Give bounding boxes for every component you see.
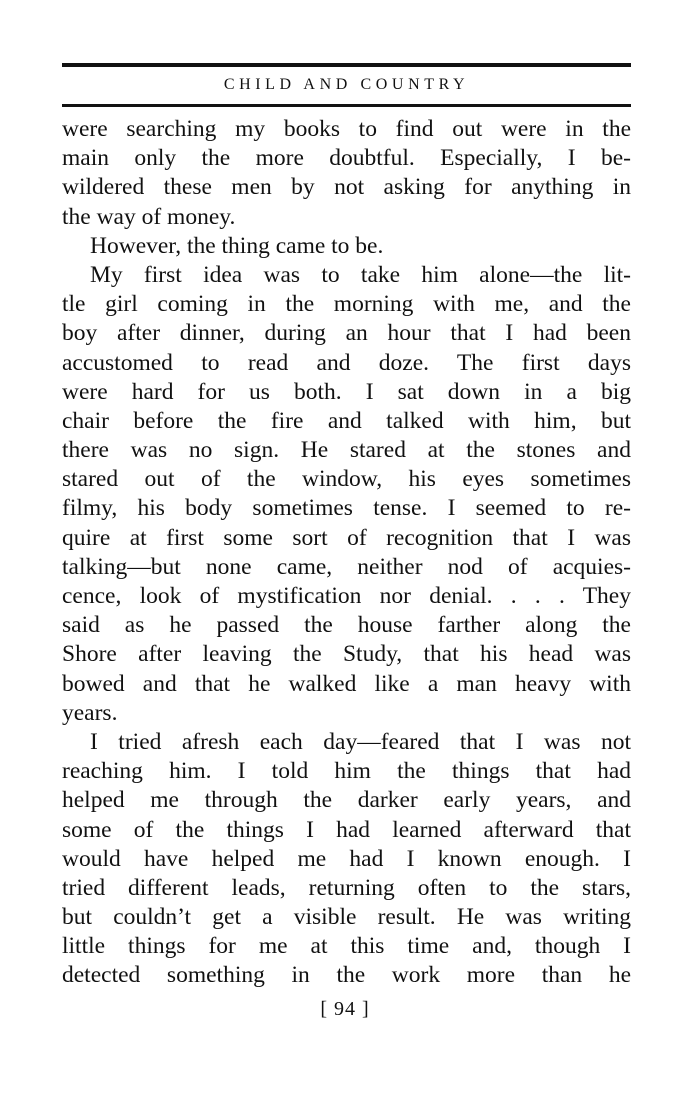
text-line: main only the more doubtful. Especially, I be- (62, 145, 631, 172)
text-line: tried different leads, returning often to the stars, (62, 874, 631, 901)
header-rule-top (62, 63, 631, 67)
text-line: reaching him. I told him the things that had (62, 758, 631, 785)
text-line: there was no sign. He stared at the stones and (62, 437, 631, 464)
text-line: Shore after leaving the Study, that his head was (62, 641, 631, 668)
text-line: helped me through the darker early years, and (62, 787, 631, 814)
text-line: boy after dinner, during an hour that I had been (62, 320, 631, 347)
text-line: the way of money. (62, 203, 236, 230)
text-line: wildered these men by not asking for anything in (62, 174, 631, 201)
running-head: CHILD AND COUNTRY (223, 76, 470, 93)
text-line: years. (62, 699, 118, 726)
text-line: quire at first some sort of recognition that I was (62, 524, 631, 551)
text-line: However, the thing came to be. (90, 232, 384, 259)
text-line: accustomed to read and doze. The first days (62, 349, 631, 376)
text-line: chair before the fire and talked with him, but (62, 407, 631, 434)
header-rule-bottom (62, 104, 631, 107)
text-line: little things for me at this time and, though I (62, 933, 631, 960)
page-number: [ 94 ] (320, 998, 370, 1020)
text-line: said as he passed the house farther along the (62, 612, 631, 639)
text-line: My first idea was to take him alone—the lit- (90, 261, 631, 288)
body-text (62, 115, 631, 991)
text-line: some of the things I had learned afterward that (62, 816, 631, 843)
text-line: tle girl coming in the morning with me, and the (62, 291, 631, 318)
text-line: cence, look of mystification nor denial. . . . They (62, 583, 631, 609)
text-line: were searching my books to find out were in the (62, 116, 631, 142)
text-line: talking—but none came, neither nod of acquies- (62, 553, 631, 580)
text-line: would have helped me had I known enough. I (62, 845, 631, 872)
text-line: but couldn’t get a visible result. He was writing (62, 904, 631, 931)
text-line: were hard for us both. I sat down in a big (62, 378, 631, 405)
text-line: filmy, his body sometimes tense. I seemed to re- (62, 495, 631, 522)
text-line: detected something in the work more than he (62, 962, 631, 989)
text-line: stared out of the window, his eyes sometimes (62, 466, 631, 493)
text-line: bowed and that he walked like a man heavy with (62, 670, 631, 697)
text-line: I tried afresh each day—feared that I was not (90, 728, 631, 755)
